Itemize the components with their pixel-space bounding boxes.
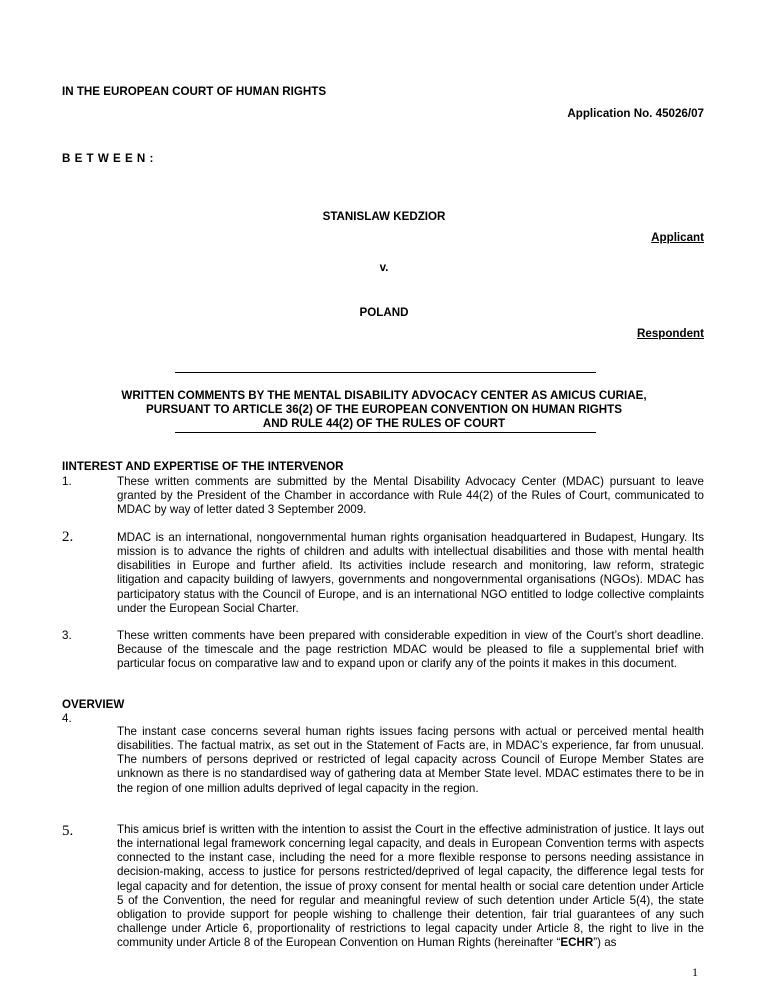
- paragraph-number: 2.: [62, 529, 74, 545]
- bottom-rule: [175, 432, 596, 433]
- paragraph-text-part: This amicus brief is written with the intention to assist the Court in the effective administration of justice. It lays out the international legal framework concerning legal capacity, and deals in European Convention terms with aspects connected to the instant case, including the need for a more flexible response to persons needing assistance in decision-making, access to justice for persons restricted/deprived of legal capacity, the difference legal tests for legal capacity and for detention, the issue of proxy consent for mental health or social care detention under Article 5 of the Convention, the need for regular and meaningful review of such detention under Article 5(4), the state obligation to provide support for people wishing to challenge their detention, fair trial guarantees of any such challenge under Article 6, proportionality of restrictions to legal capacity under Article 8, the right to live in the community under Article 8 of the European Convention on Human Rights (hereinafter “: [117, 823, 704, 950]
- respondent-label: Respondent: [637, 327, 704, 340]
- title-line-1: WRITTEN COMMENTS BY THE MENTAL DISABILITY ADVOCACY CENTER AS AMICUS CURIAE,: [121, 389, 647, 402]
- section-heading-interest: IINTEREST AND EXPERTISE OF THE INTERVENOR: [62, 460, 344, 473]
- echr-abbreviation: ECHR: [560, 936, 594, 950]
- paragraph-text: These written comments are submitted by the Mental Disability Advocacy Center (MDAC) pursuant to leave granted by the President of the Chamber in accordance with Rule 44(2) of the Rules of Court, communicated to MDAC by way of letter dated 3 September 2009.: [117, 475, 704, 517]
- versus-label: v.: [379, 261, 389, 274]
- paragraph-text: The instant case concerns several human rights issues facing persons with actual or perceived mental health disabilities. The factual matrix, as set out in the Statement of Facts are, in MDAC’s experience, far from unusual. The numbers of persons deprived or restricted of legal capacity across Council of Europe Member States are unknown as there is no standardised way of gathering data at Member State level. MDAC estimates there to be in the region of one million adults deprived of legal capacity in the region.: [117, 725, 704, 795]
- paragraph-text: [117, 823, 704, 950]
- paragraph-number: 1.: [62, 475, 72, 488]
- paragraph-text: MDAC is an international, nongovernmental human rights organisation headquartered in Budapest, Hungary. Its mission is to advance the rights of children and adults with intellectual disabilities and those with mental health disabilities in Europe and further afield. Its activities include research and monitoring, law reform, strategic litigation and capacity building of lawyers, governments and nongovernmental organisations (NGOs). MDAC has participatory status with the Council of Europe, and is an international NGO entitled to lodge collective complaints under the European Social Charter.: [117, 531, 704, 615]
- court-name: IN THE EUROPEAN COURT OF HUMAN RIGHTS: [62, 85, 327, 98]
- title-line-2: PURSUANT TO ARTICLE 36(2) OF THE EUROPEAN CONVENTION ON HUMAN RIGHTS: [145, 403, 622, 416]
- respondent-name: POLAND: [359, 306, 409, 319]
- paragraph-text: These written comments have been prepared with considerable expedition in view of the Court’s short deadline. Because of the timescale and the page restriction MDAC would be pleased to file a supplemental brief with particular focus on comparative law and to expand upon or clarify any of the points it makes in this document.: [117, 629, 704, 671]
- paragraph-number: 4.: [62, 712, 72, 725]
- section-heading-overview: OVERVIEW: [62, 698, 125, 711]
- between-label: B E T W E E N :: [62, 152, 154, 165]
- applicant-label: Applicant: [651, 231, 704, 244]
- page-number: 1: [692, 965, 698, 979]
- application-number: Application No. 45026/07: [567, 107, 704, 120]
- applicant-name: STANISLAW KEDZIOR: [322, 210, 446, 223]
- top-rule: [175, 372, 596, 373]
- paragraph-text-part: ”) as: [593, 936, 617, 950]
- paragraph-number: 3.: [62, 629, 72, 642]
- paragraph-number: 5.: [62, 823, 74, 839]
- title-line-3: AND RULE 44(2) OF THE RULES OF COURT: [262, 417, 506, 430]
